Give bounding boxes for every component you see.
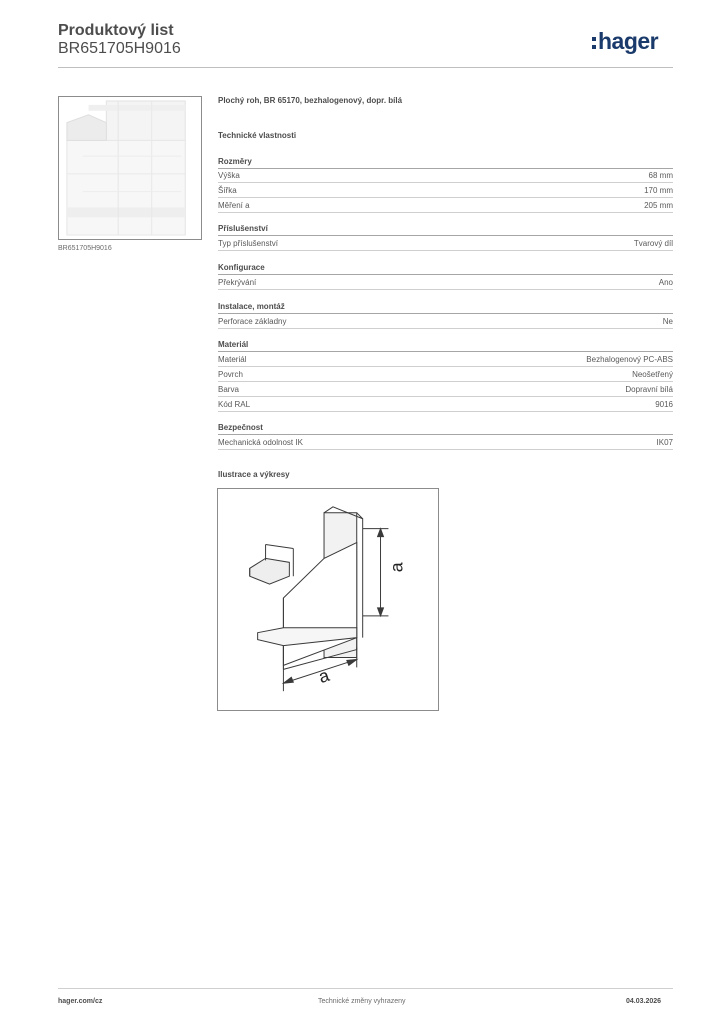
footer-website: hager.com/cz	[58, 998, 103, 1005]
spec-row	[218, 382, 673, 397]
spec-row	[218, 183, 673, 198]
spec-label: Perforace základny	[218, 316, 287, 326]
product-code: BR651705H9016	[58, 40, 181, 57]
spec-label: Překrývání	[218, 277, 257, 287]
page-title: Produktový list	[58, 22, 174, 39]
spec-label: Typ příslušenství	[218, 238, 279, 248]
footer-divider	[58, 988, 673, 989]
spec-row	[218, 168, 673, 183]
section-title-safety: Bezpečnost	[218, 423, 673, 435]
spec-row	[218, 314, 673, 329]
section-title-material: Materiál	[218, 340, 673, 352]
spec-row	[218, 352, 673, 367]
hager-logo	[592, 28, 658, 55]
spec-value: Neošetřený	[632, 369, 673, 379]
footer-notice: Technické změny vyhrazeny	[318, 998, 406, 1005]
dimension-label-vertical: a	[386, 562, 407, 573]
dimension-label-horizontal: a	[316, 664, 332, 688]
spec-label: Mechanická odolnost IK	[218, 437, 303, 447]
spec-label: Povrch	[218, 369, 243, 379]
spec-label: Barva	[218, 384, 239, 394]
spec-row	[218, 275, 673, 290]
spec-label: Materiál	[218, 354, 247, 364]
logo-dots-icon	[592, 37, 596, 49]
spec-label: Výška	[218, 170, 240, 180]
spec-value: 170 mm	[644, 185, 673, 195]
spec-value: Dopravní bílá	[625, 384, 673, 394]
illustration-title: Ilustrace a výkresy	[218, 470, 290, 479]
product-image	[58, 96, 202, 240]
product-description: Plochý roh, BR 65170, bezhalogenový, dopr. bílá	[218, 96, 403, 105]
spec-row	[218, 198, 673, 213]
spec-value: 68 mm	[648, 170, 673, 180]
spec-row	[218, 435, 673, 450]
footer-date: 04.03.2026	[626, 998, 662, 1005]
spec-row	[218, 236, 673, 251]
spec-value: Ne	[662, 316, 673, 326]
spec-row	[218, 397, 673, 412]
spec-value: 205 mm	[644, 200, 673, 210]
spec-label: Měření a	[218, 200, 250, 210]
spec-value: Ano	[658, 277, 673, 287]
section-title-configuration: Konfigurace	[218, 263, 673, 275]
section-title-installation: Instalace, montáž	[218, 302, 673, 314]
header-divider	[58, 67, 673, 68]
spec-value: IK07	[656, 437, 673, 447]
spec-value: 9016	[655, 399, 673, 409]
product-image-caption: BR651705H9016	[58, 245, 112, 252]
spec-row	[218, 367, 673, 382]
section-title-accessories: Příslušenství	[218, 224, 673, 236]
technical-properties-title: Technické vlastnosti	[218, 131, 297, 140]
spec-value: Bezhalogenový PC-ABS	[586, 354, 673, 364]
spec-value: Tvarový díl	[633, 238, 673, 248]
logo-text: hager	[598, 28, 659, 54]
spec-label: Šířka	[218, 185, 237, 195]
spec-label: Kód RAL	[218, 399, 251, 409]
technical-drawing	[217, 488, 439, 711]
section-title-dimensions: Rozměry	[218, 157, 673, 169]
